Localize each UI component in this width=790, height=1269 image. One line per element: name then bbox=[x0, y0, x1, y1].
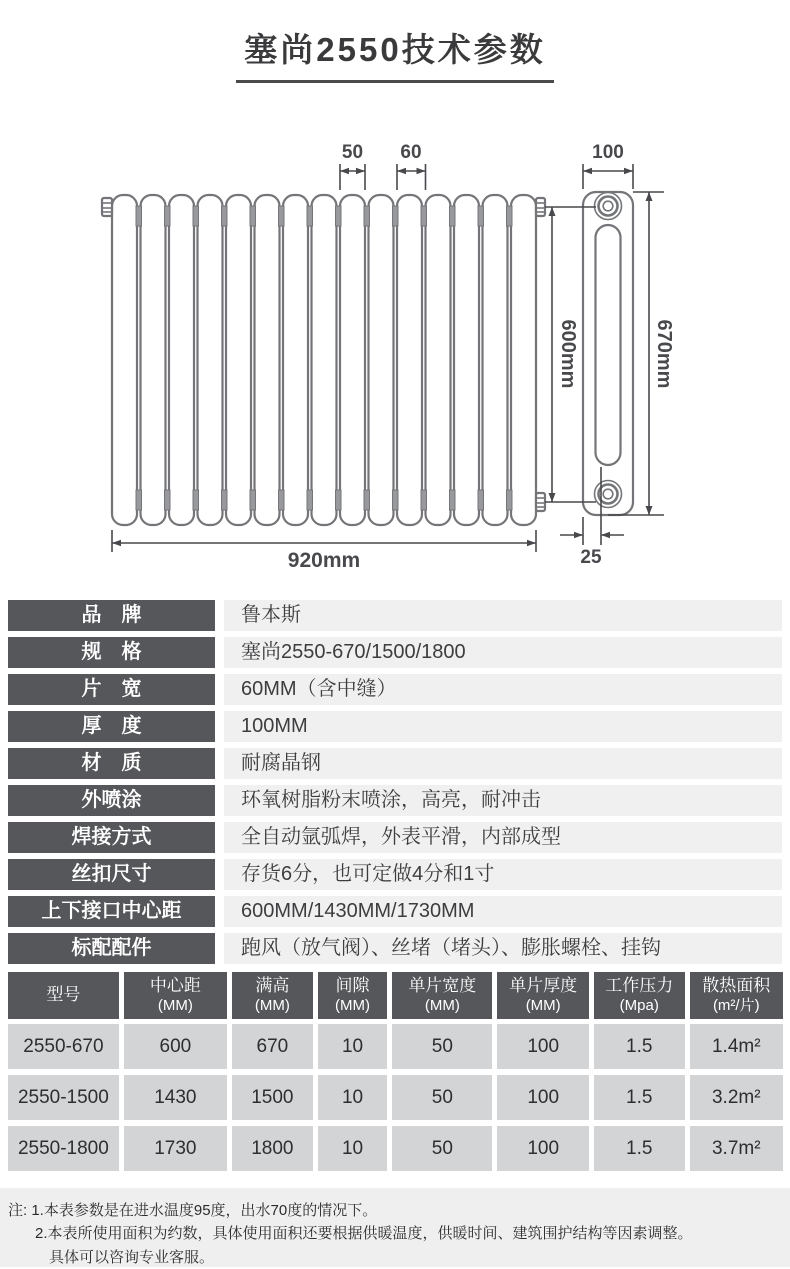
page-title: 塞尚2550技术参数 bbox=[236, 24, 553, 83]
spec-row-model bbox=[8, 637, 782, 668]
spec-list bbox=[8, 600, 782, 970]
spec-row-material bbox=[8, 748, 782, 779]
header-cell-full-height: 满高 (MM) bbox=[232, 972, 313, 1019]
cell-heating-area: 1.4m² bbox=[690, 1024, 783, 1069]
cell-gap: 10 bbox=[318, 1075, 387, 1120]
header-cell-center-distance: 中心距 (MM) bbox=[124, 972, 227, 1019]
table-header-row bbox=[8, 972, 783, 1019]
right-port-nubs bbox=[536, 198, 545, 511]
radiator-technical-drawing bbox=[0, 90, 790, 570]
dim-label-pitch: 60 bbox=[400, 142, 422, 163]
dim-label-port-center: 600mm bbox=[557, 319, 579, 389]
spec-label: 焊接方式 bbox=[8, 822, 215, 853]
spec-row-brand bbox=[8, 600, 782, 631]
spec-label: 厚 度 bbox=[8, 711, 215, 742]
spec-value: 塞尚2550-670/1500/1800 bbox=[224, 637, 782, 668]
spec-row-welding bbox=[8, 822, 782, 853]
cell-gap: 10 bbox=[318, 1024, 387, 1069]
cell-piece-width: 50 bbox=[392, 1075, 492, 1120]
cell-model: 2550-670 bbox=[8, 1024, 119, 1069]
cell-piece-thickness: 100 bbox=[497, 1126, 589, 1171]
table-row bbox=[8, 1075, 783, 1120]
radiator-front-view bbox=[102, 195, 545, 525]
spec-value: 存货6分，也可定做4分和1寸 bbox=[224, 859, 782, 890]
cell-model: 2550-1800 bbox=[8, 1126, 119, 1171]
cell-model: 2550-1500 bbox=[8, 1075, 119, 1120]
spec-value: 跑风（放气阀）、丝堵（堵头）、膨胀螺栓、挂钩 bbox=[224, 933, 782, 964]
note-line-3: 具体可以咨询专业客服。 bbox=[49, 1248, 215, 1266]
spec-value: 环氧树脂粉末喷涂，高亮，耐冲击 bbox=[224, 785, 782, 816]
cell-center-distance: 1730 bbox=[124, 1126, 227, 1171]
left-valve-nub bbox=[102, 198, 112, 216]
spec-row-accessories bbox=[8, 933, 782, 964]
dimension-60 bbox=[397, 142, 426, 190]
cell-piece-thickness: 100 bbox=[497, 1024, 589, 1069]
dimension-920mm bbox=[112, 530, 536, 570]
dim-label-total-width: 920mm bbox=[287, 549, 361, 570]
spec-value: 鲁本斯 bbox=[224, 600, 782, 631]
spec-label: 片 宽 bbox=[8, 674, 215, 705]
header-cell-piece-width: 单片宽度 (MM) bbox=[392, 972, 492, 1019]
title-block bbox=[0, 24, 790, 83]
dim-label-full-height: 670mm bbox=[653, 319, 675, 389]
cell-center-distance: 1430 bbox=[124, 1075, 227, 1120]
spec-value: 耐腐晶钢 bbox=[224, 748, 782, 779]
spec-label: 标配配件 bbox=[8, 933, 215, 964]
radiator-side-view bbox=[583, 192, 633, 515]
spec-row-thickness bbox=[8, 711, 782, 742]
cell-gap: 10 bbox=[318, 1126, 387, 1171]
dimension-100 bbox=[583, 142, 633, 189]
cell-working-pressure: 1.5 bbox=[594, 1126, 685, 1171]
params-table bbox=[8, 972, 783, 1177]
dim-label-bottom-offset: 25 bbox=[580, 547, 602, 568]
spec-value: 全自动氩弧焊，外表平滑，内部成型 bbox=[224, 822, 782, 853]
spec-row-piece-width bbox=[8, 674, 782, 705]
table-row bbox=[8, 1024, 783, 1069]
spec-value: 60MM（含中缝） bbox=[224, 674, 782, 705]
spec-row-port-distance bbox=[8, 896, 782, 927]
cell-heating-area: 3.2m² bbox=[690, 1075, 783, 1120]
header-cell-piece-thickness: 单片厚度 (MM) bbox=[497, 972, 589, 1019]
cell-full-height: 670 bbox=[232, 1024, 313, 1069]
spec-label: 材 质 bbox=[8, 748, 215, 779]
dim-label-single-width: 50 bbox=[341, 142, 364, 163]
cell-piece-width: 50 bbox=[392, 1126, 492, 1171]
cell-piece-thickness: 100 bbox=[497, 1075, 589, 1120]
note-line-2: 2.本表所使用面积为约数，具体使用面积还要根据供暖温度，供暖时间、建筑围护结构等因素调整。 bbox=[35, 1225, 693, 1243]
header-cell-gap: 间隙 (MM) bbox=[318, 972, 387, 1019]
cell-piece-width: 50 bbox=[392, 1024, 492, 1069]
header-cell-heating-area: 散热面积 (m²/片) bbox=[690, 972, 783, 1019]
cell-full-height: 1500 bbox=[232, 1075, 313, 1120]
spec-row-coating bbox=[8, 785, 782, 816]
header-cell-working-pressure: 工作压力 (Mpa) bbox=[594, 972, 685, 1019]
header-cell-model: 型号 bbox=[8, 972, 119, 1019]
cell-working-pressure: 1.5 bbox=[594, 1075, 685, 1120]
cell-center-distance: 600 bbox=[124, 1024, 227, 1069]
dimension-50 bbox=[340, 142, 365, 190]
spec-label: 规 格 bbox=[8, 637, 215, 668]
dim-label-depth: 100 bbox=[592, 142, 624, 163]
cell-heating-area: 3.7m² bbox=[690, 1126, 783, 1171]
spec-label: 外喷涂 bbox=[8, 785, 215, 816]
cell-full-height: 1800 bbox=[232, 1126, 313, 1171]
spec-label: 丝扣尺寸 bbox=[8, 859, 215, 890]
footnotes bbox=[0, 1188, 790, 1267]
spec-row-thread-size bbox=[8, 859, 782, 890]
table-row bbox=[8, 1126, 783, 1171]
spec-value: 100MM bbox=[224, 711, 782, 742]
cell-working-pressure: 1.5 bbox=[594, 1024, 685, 1069]
spec-label: 上下接口中心距 bbox=[8, 896, 215, 927]
note-line-1: 注: 1.本表参数是在进水温度95度，出水70度的情况下。 bbox=[8, 1202, 378, 1219]
spec-label: 品 牌 bbox=[8, 600, 215, 631]
spec-value: 600MM/1430MM/1730MM bbox=[224, 896, 782, 927]
